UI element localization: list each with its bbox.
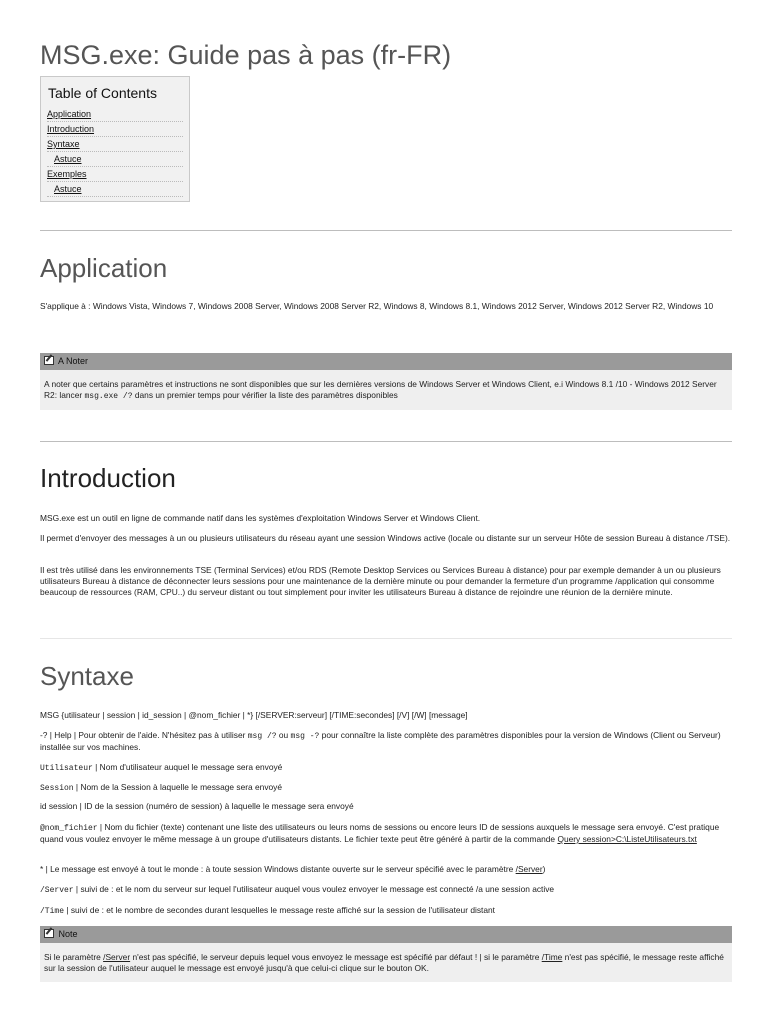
param-utilisateur-desc: | Nom d'utilisateur auquel le message sera envoyé <box>92 762 283 772</box>
param-time: /Time <box>40 907 65 916</box>
intro-paragraph-1: MSG.exe est un outil en ligne de commande natif dans les systèmes d'exploitation Windows Server et Windows Client. <box>40 513 481 523</box>
param-nom-fichier: @nom_fichier <box>40 824 98 833</box>
note-callout <box>40 353 732 410</box>
param-star-end: ) <box>542 864 546 874</box>
syntax-help <box>40 730 732 753</box>
server-link[interactable]: /Server <box>515 864 543 874</box>
note-text-end: dans un premier temps pour vérifier la liste des paramètres disponibles <box>132 390 398 400</box>
server-link[interactable]: /Server <box>103 952 131 962</box>
divider <box>40 638 732 639</box>
toc-heading: Table of Contents <box>48 85 157 101</box>
page-title: MSG.exe: Guide pas à pas (fr-FR) <box>40 40 452 70</box>
toc-link-application[interactable]: Application <box>47 107 183 122</box>
query-session-link[interactable]: Query session>C:\ListeUtilisateurs.txt <box>557 834 697 844</box>
note-code: msg.exe /? <box>84 392 133 401</box>
syntax-line: MSG {utilisateur | session | id_session | @nom_fichier | *} [/SERVER:serveur] [/TIME:secondes] [/V] [/W] [message] <box>40 710 468 720</box>
divider <box>40 441 732 442</box>
note-icon <box>44 356 54 365</box>
section-heading-application: Application <box>40 253 168 283</box>
time-link[interactable]: /Time <box>541 952 563 962</box>
help-code-1: msg /? <box>247 732 277 741</box>
divider <box>40 230 732 231</box>
help-text: -? | Help | Pour obtenir de l'aide. N'hésitez pas à utiliser <box>40 730 248 740</box>
section-heading-syntaxe: Syntaxe <box>40 661 134 691</box>
param-session: Session <box>40 784 74 793</box>
toc-link-introduction[interactable]: Introduction <box>47 122 183 137</box>
toc-link-astuce[interactable]: Astuce <box>47 152 183 167</box>
toc-link-astuce-2[interactable]: Astuce <box>47 182 183 197</box>
note-syntax-text: Si le paramètre <box>44 952 104 962</box>
param-session-desc: | Nom de la Session à laquelle le message sera envoyé <box>73 782 283 792</box>
syntax-time <box>40 905 732 917</box>
syntax-nom-fichier <box>40 822 732 845</box>
toc-link-syntaxe[interactable]: Syntaxe <box>47 137 183 152</box>
note-callout-syntax <box>40 926 732 982</box>
table-of-contents <box>40 76 190 202</box>
param-server: /Server <box>40 886 74 895</box>
syntax-utilisateur <box>40 762 732 774</box>
note-callout-syntax-label: Note <box>58 929 78 939</box>
intro-paragraph-3: Il est très utilisé dans les environnements TSE (Terminal Services) et/ou RDS (Remote Desktop Services ou Services Bureau à distance) pour par exemple demander à un ou plusieurs utilisateurs Bureau à distance de déconnecter leurs sessions pour une maintenance de la dernière minute ou pour demander la fermeture d'un programme /application qui consomme beaucoup de ressources (RAM, CPU..) du serveur distant ou tout simplement pour inviter les utilisateurs Bureau à distance de rejoindre une réunion de la dernière minute. <box>40 565 721 597</box>
syntax-id-session: id session | ID de la session (numéro de session) à laquelle le message sera envoyé <box>40 801 354 811</box>
param-star-desc: * | Le message est envoyé à tout le monde : à toute session Windows distante ouverte sur le serveur spécifié avec le paramètre <box>40 864 516 874</box>
note-syntax-text-mid: n'est pas spécifié, le serveur depuis lequel vous envoyez le message est spécifié par défaut ! | si le paramètre <box>130 952 542 962</box>
help-text-mid: ou <box>276 730 291 740</box>
note-callout-syntax-header <box>40 926 732 943</box>
note-callout-syntax-body <box>40 943 732 982</box>
syntax-server <box>40 884 732 896</box>
help-text-end: pour connaître la liste complète des paramètres disponibles pour la version de Windows (Client ou Serveur) installée sur vos machines. <box>40 730 721 752</box>
param-utilisateur: Utilisateur <box>40 764 93 773</box>
param-time-desc: | suivi de : et le nombre de secondes durant lesquelles le message reste affiché sur la session de l'utilisateur distant <box>64 905 495 915</box>
note-callout-header <box>40 353 732 370</box>
section-heading-introduction: Introduction <box>40 463 176 493</box>
note-icon <box>44 929 54 938</box>
param-nom-fichier-desc: | Nom du fichier (texte) contenant une liste des utilisateurs ou leurs noms de sessions ou encore leurs ID de sessions auxquels le message sera envoyé. C'est pratique quand vous voulez envoyer le même message à un groupe d'utilisateurs distants. Le fichier texte peut être généré à partir de la commande <box>40 822 720 844</box>
note-syntax-text-end: n'est pas spécifié, le message reste affiché sur la session de l'utilisateur auquel le message est envoyé jusqu'à que celui-ci clique sur le bouton OK. <box>44 952 724 973</box>
syntax-session <box>40 782 732 794</box>
param-server-desc: | suivi de : et le nom du serveur sur lequel l'utilisateur auquel vous voulez envoyer le message est connecté /a une session active <box>73 884 555 894</box>
help-code-2: msg -? <box>290 732 320 741</box>
applies-to-text: S'applique à : Windows Vista, Windows 7, Windows 2008 Server, Windows 2008 Server R2, Windows 8, Windows 8.1, Windows 2012 Server, Windows 2012 Server R2, Windows 10 <box>40 301 714 311</box>
toc-link-exemples[interactable]: Exemples <box>47 167 183 182</box>
intro-paragraph-2: Il permet d'envoyer des messages à un ou plusieurs utilisateurs du réseau ayant une session Windows active (locale ou distante sur un serveur Hôte de session Bureau à distance /TSE). <box>40 533 731 543</box>
note-callout-body <box>40 370 732 410</box>
syntax-star <box>40 864 732 875</box>
note-text: A noter que certains paramètres et instructions ne sont disponibles que sur les dernières versions de Windows Server et Windows Client, e.i Windows 8.1 /10 - Windows 2012 Server R2: lancer <box>44 379 717 400</box>
note-callout-label: A Noter <box>58 356 89 366</box>
